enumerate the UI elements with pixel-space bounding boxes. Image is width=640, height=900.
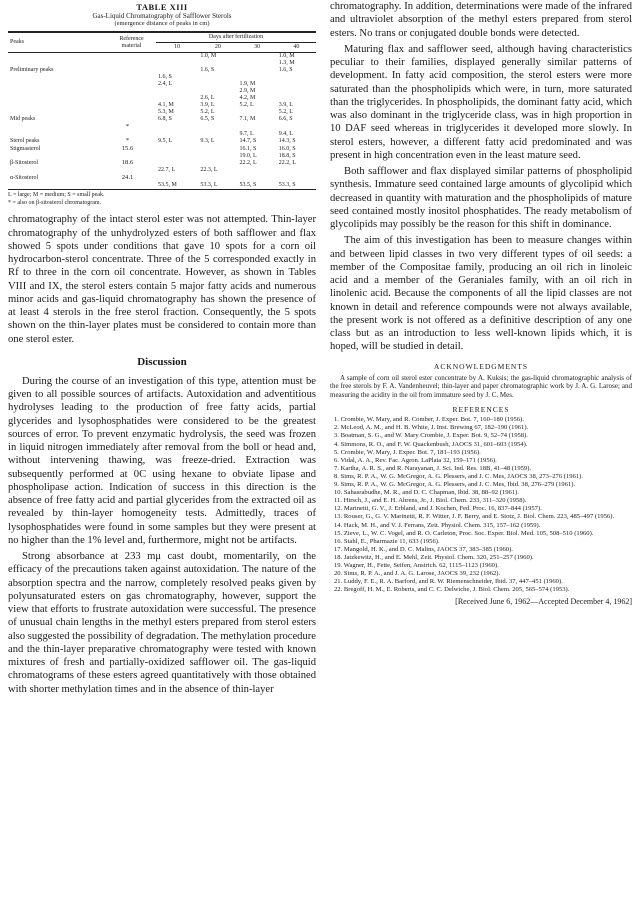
table-subtitle: Gas-Liquid Chromatography of Safflower Sterols (92, 12, 232, 20)
cell-d30: 2.9, M 4.2, M 5.2, L 7.1, M (239, 88, 256, 122)
body-paragraph: chromatography of the intact sterol ester was not attempted. Thin-layer chromatography of the unhydrolyzed esters of both safflower and flax showed 5 spots under conditions that gave 10 spots for a corn oil hydrocarbon-sterol concentrate. Three of the 5 corresponded exactly in Rf to three in the corn oil concentrate. However, as shown in Tables VIII and IX, the sterol esters contain 5 major fatty acids and numerous minor acids and gas-liquid chromatography has shown the presence of at least 4 sterols in the free sterol fraction. Consequently, the 5 spots shown on the thin-layer plates must be considered to contain more than one sterol ester. (8, 214, 316, 345)
table-caption: TABLE XIII (136, 2, 188, 12)
reference-item: 1. Crombie, W. Mary, and R. Comber, J. Exper. Bot. 7, 160–180 (1956). (334, 416, 524, 424)
table-footnote-1: L = large; M = medium; S = small peak. (8, 192, 105, 199)
discussion-heading: Discussion (137, 355, 187, 368)
body-paragraph: chromatography. In addition, determinations were made of the infrared and ultraviolet absorption of the methyl esters prepared from sterol esters. No trans or conjugated double bonds were detected. (330, 1, 632, 39)
row-ref (107, 167, 156, 174)
references-list (330, 416, 632, 594)
row-label (8, 74, 107, 81)
reference-item: 15. Zieve, L., W. C. Vogel, and R. O. Carleton, Proc. Soc. Exper. Biol. Med. 105, 508–510 (1960). (334, 529, 594, 537)
cell-d30: 53.5, S (239, 182, 257, 189)
body-paragraph: Both safflower and flax displayed similar patterns of phospholipid synthesis. Immature seed contained large amounts of glycolipid which decreased in quantity with maturation and the phospholipids of mature seed contained mostly inositol phosphatides. The ready metabolism of glycolipids may possibly be the reason for this shift in dominance. (330, 166, 632, 230)
cell-d30: 1.9, M (239, 81, 256, 87)
table-row (8, 153, 316, 167)
cell-d10 (156, 153, 198, 167)
references-heading: REFERENCES (452, 405, 510, 415)
table-row (8, 81, 316, 88)
acknowledgments-heading: ACKNOWLEDGMENTS (433, 361, 529, 371)
cell-d10 (156, 145, 198, 153)
reference-item: 7. Kartha, A. R. S., and R. Narayanan, J. Sci. Ind. Res. 18B, 41–48 (1959). (334, 464, 532, 472)
row-label (8, 123, 107, 131)
row-label: Mid peaks (10, 116, 36, 122)
reference-item: 22. Bregoff, H. M., E. Roberts, and C. C. Delwiche, J. Biol. Chem. 205, 565–574 (1953). (334, 586, 570, 594)
reference-item: 4. Simmons, R. O., and F. W. Quackenbush, JAOCS 31, 601–603 (1954). (334, 440, 528, 448)
cell-d40 (277, 174, 316, 182)
cell-d40: 1.0, M 1.3, M 1.6, S (278, 53, 295, 73)
table-row (8, 174, 316, 182)
col-day-30: 30 (254, 44, 261, 50)
reference-item: 18. Jatzkewitz, H., and E. Mehl, Zeit. Physiol. Chem. 320, 251–257 (1960). (334, 553, 534, 561)
reference-item: 19. Wagner, H., Fette, Seifen, Anstrich. 62, 1115–1123 (1960). (334, 561, 499, 569)
right-column (330, 0, 632, 607)
table-row (8, 131, 316, 145)
cell-d30: 16.1, S (239, 146, 257, 153)
cell-d20 (198, 74, 237, 81)
row-ref: 18.6 (121, 159, 134, 167)
table-xiii (8, 2, 316, 207)
cell-d40: 9.4, L 14.3, S (278, 131, 296, 145)
row-ref: * (125, 123, 130, 130)
cell-d20: 53.3, L (200, 182, 218, 189)
cell-d10: 22.7, L (158, 167, 176, 174)
cell-d40 (277, 123, 316, 131)
cell-d30 (238, 123, 277, 131)
cell-d40: 16.0, S (278, 146, 296, 153)
reference-item: 11. Hirsch, J., and E. H. Ahrens, Jr., J. Biol. Chem. 233, 311–320 (1958). (334, 497, 527, 505)
col-head-ref: Reference material (119, 35, 144, 49)
table-row (8, 167, 316, 174)
cell-d20 (198, 153, 237, 167)
cell-d40 (277, 81, 316, 88)
reference-item: 10. Sahasrabudhe, M. R., and D. C. Chapman, Ibid. 38, 88–92 (1961). (334, 489, 519, 497)
reference-item: 14. Hack, M. H., and V. J. Ferrans, Zeit. Physiol. Chem. 315, 157–162 (1959). (334, 521, 541, 529)
cell-d20: 22.3, L (200, 167, 218, 174)
row-label (8, 81, 107, 88)
row-label (8, 167, 107, 174)
reference-item: 8. Sims, R. P. A., W. G. McGregor, A. G. Plessers, and J. C. Mes, JAOCS 38, 273–276 (1961). (334, 472, 584, 480)
table-row (8, 182, 316, 190)
cell-d30 (238, 53, 277, 75)
body-paragraph: Maturing flax and safflower seed, although having characteristics peculiar to their families, displayed generally similar patterns of development. In fatty acid composition, the sterol esters were more saturated than the phospholipids which were, in turn, more saturated than the triglycerides. In phospholipids, the dominant fatty acid, which was also dominant in the triglyceride class, was in high proportion in 10 DAF seed whereas in triglycerides it developed more slowly. In sterol esters, however, a different fatty acid predominated and was present in high concentration even in the least mature seed. (330, 43, 632, 161)
cell-d20 (198, 81, 237, 88)
col-day-40: 40 (293, 44, 300, 50)
cell-d10 (156, 174, 198, 182)
cell-d40: 3.9, L 5.2, L 6.6, S (278, 102, 293, 122)
cell-d30 (238, 174, 277, 182)
row-ref (107, 81, 156, 88)
reference-item: 16. Stahl, E., Pharmazie 11, 633 (1956). (334, 537, 440, 545)
table-row (8, 145, 316, 153)
row-label: Preliminary peaks (10, 67, 54, 73)
cell-d20 (198, 174, 237, 182)
row-ref: * (125, 137, 130, 144)
row-label: α-Sitosterol (10, 175, 39, 182)
cell-d10: 2.4, L (158, 81, 173, 87)
row-ref (107, 88, 156, 123)
cell-d10: 53.5, M (158, 182, 177, 189)
reference-item: 2. McLeod, A. M., and H. B. White, J. Inst. Brewing 67, 182–190 (1961). (334, 424, 529, 432)
body-paragraph: During the course of an investigation of this type, attention must be given to all possible sources of artifacts. Autoxidation and adventitious hydrolyses leading to the production of free fatty acids, partial glycerides and lysophosphatides were considered to be the greatest sources of error. To prevent enzymatic hydrolysis, the seed was frozen in liquid nitrogen immediately after removal from the boll or head and, without intervening thawing, was freeze-dried. Extraction was subsequently performed at 0C using hexane to obviate lipase and phospholipase action. Indication of success in this direction is the absence of free fatty acid and partial glycerides from the extracted oil as revealed by thin-layer homogeneity tests. Admittedly, traces of lysophosphatides were found in some samples but they were present at no higher than the 1% level and, furthermore, might not be artifacts. (8, 375, 316, 546)
table-row (8, 123, 316, 131)
reference-item: 13. Rouser, G., G. V. Marinetti, R. F. Witter, J. F. Berry, and E. Stotz, J. Biol. Chem. 223, 485–497 (1956). (334, 513, 615, 521)
cell-d40 (277, 74, 316, 81)
cell-d20: 9.3, L (200, 138, 215, 145)
cell-d20 (198, 145, 237, 153)
cell-d40: 18.8, S 22.2, L (278, 153, 296, 167)
acknowledgments-text: A sample of corn oil sterol ester concentrate by A. Kuksis; the gas-liquid chromatographic analysis of the free sterols by F. A. Vandenheuvel; thin-layer and paper chromatographic work by J. A. G. Larose; and measuring the acidity in the oil from immature seed by J. C. Mes. (330, 373, 632, 399)
reference-item: 12. Marinetti, G. V., J. Erbland, and J. Kochen, Fed. Proc. 16, 837–844 (1957). (334, 505, 542, 513)
reference-item: 6. Vidal, A. A., Rev. Fac. Agron. LaPlata 32, 159–171 (1956). (334, 456, 497, 464)
row-ref (107, 74, 156, 81)
row-ref (107, 182, 156, 190)
col-head-days: Days after fertilization (156, 32, 316, 43)
reference-item: 5. Crombie, W. Mary, J. Exper. Bot. 7, 181–193 (1956). (334, 448, 481, 456)
table-row (8, 53, 316, 75)
cell-d20: 2.6, L 3.9, L 5.2, L 6.5, S (200, 95, 215, 122)
row-label: Stigmasterol (10, 146, 41, 153)
row-label: β-Sitosterol (10, 160, 39, 167)
table-row (8, 74, 316, 81)
reference-item: 3. Boatman, S. G., and W. Mary Crombie, J. Exper. Bot. 9, 52–74 (1958). (334, 432, 528, 440)
table-row (8, 88, 316, 123)
received-accepted-line: [Received June 6, 1962—Accepted December 4, 1962] (455, 597, 632, 607)
row-ref (107, 53, 156, 75)
body-paragraph: Strong absorbance at 233 mμ cast doubt, momentarily, on the efficacy of the precautions taken against autoxidation. The nature of the absorption spectra and the narrow, completely resolved peaks given by polyunsaturated esters on gas chromatography, however, support the view that efforts to frustrate autoxidation were successful. The presence of unusual chain lengths in the methyl esters prepared from sterol esters also suggested the possibility of degradation. The methylation procedure and the thin-layer preparative chromatography were tested with known mixtures of fresh and partially-oxidized safflower oil. The gas-liquid chromatograms of these esters agreed quantitatively with those obtained with shorter methylation times and in the absence of thin-layer (8, 551, 316, 695)
row-ref: 24.1 (121, 174, 134, 182)
cell-d40: 53.3, S (278, 182, 296, 189)
row-label: Sterol peaks (10, 138, 40, 145)
sterol-table (8, 31, 316, 190)
cell-d10 (156, 123, 198, 131)
cell-d30 (238, 74, 277, 81)
reference-item: 9. Sims, R. P. A., W. G. McGregor, A. G. Plessers, and J. C. Mes, Ibid. 38, 276–279 (1961). (334, 481, 576, 489)
row-ref: 15.6 (121, 145, 134, 153)
table-footnote-2: * = also on β-sitosterol chromatogram. (8, 199, 102, 206)
table-subtitle-2: (emergence distance of peaks in cm) (114, 20, 210, 27)
cell-d30: 19.0, L 22.2, L (239, 153, 257, 167)
row-label (8, 182, 107, 190)
cell-d20 (198, 123, 237, 131)
cell-d20: 1.0, M 1.6, S (200, 53, 217, 73)
cell-d10: 1.6, S (158, 74, 172, 80)
cell-d30: 9.7, L 14.7, S (239, 131, 257, 145)
cell-d10 (156, 53, 198, 75)
body-paragraph: The aim of this investigation has been to measure changes within and between lipid classes in two very different types of oil seeds: a member of the Compositae family, producing an oil rich in linoleic acid and a member of the Geraniales family, with an oil rich in linolenic acid. Because the components of all the lipid classes are not known in detail and reference compounds were not always available, the present work is not offered as a definitive description of any one class but as an introduction to less well-known lipids which, it is hoped, will be studied in detail. (330, 235, 632, 353)
reference-item: 17. Mangold, H. K., and D. C. Malins, JAOCS 37, 383–385 (1960). (334, 545, 513, 553)
col-day-20: 20 (214, 44, 221, 50)
col-head-peaks: Peaks (10, 39, 24, 45)
cell-d10: 9.5, L (158, 138, 173, 145)
col-day-10: 10 (174, 44, 181, 50)
cell-d30 (238, 167, 277, 174)
reference-item: 21. Luddy, F. E., R. A. Barford, and R. W. Riemenschneider, Ibid. 37, 447–451 (1960). (334, 578, 563, 586)
cell-d40 (277, 167, 316, 174)
reference-item: 20. Sims, R. P. A., and J. A. G. Larose, JAOCS 39, 232 (1962). (334, 570, 501, 578)
left-column (8, 0, 316, 696)
cell-d10: 4.1, M 5.3, M 6.8, S (158, 102, 174, 122)
